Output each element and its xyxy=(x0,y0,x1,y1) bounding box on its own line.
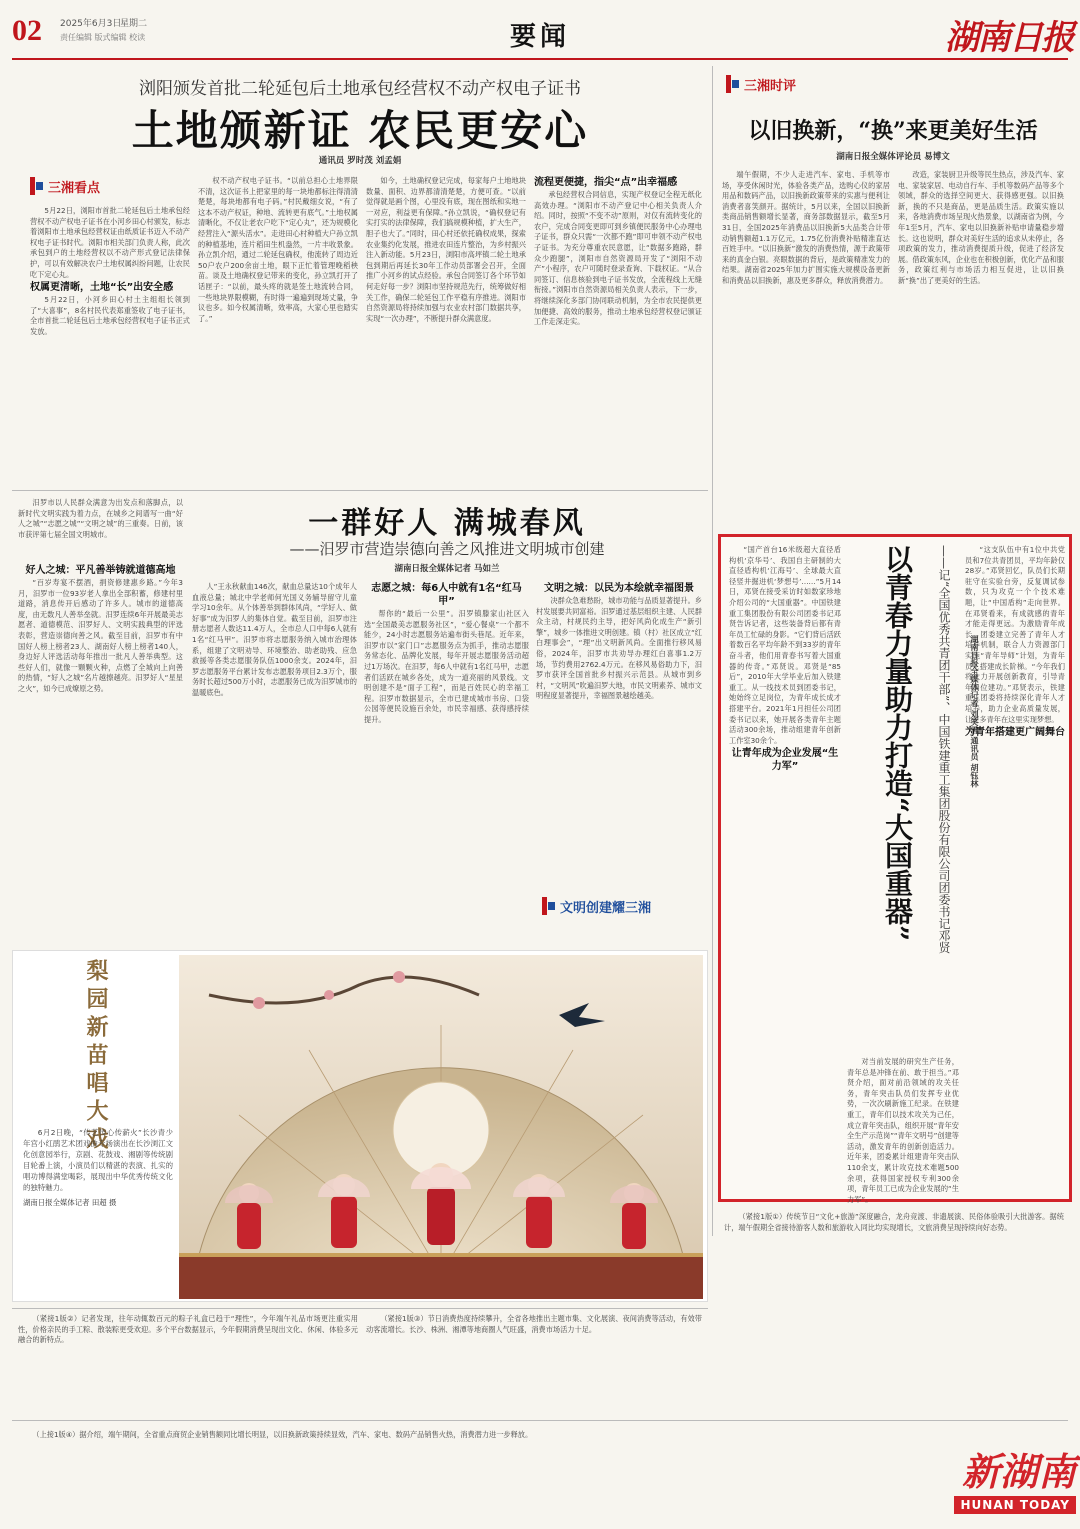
paragraph: （紧接1版③）节日消费热度持续攀升，全省各地推出主题市集、文化展演、夜间消费等活动，有效带动客流增长。长沙、株洲、湘潭等地商圈人气旺盛，消费市场活力十足。 xyxy=(366,1314,702,1334)
article-col-2 xyxy=(198,176,358,476)
stage-floor xyxy=(179,1255,703,1299)
article-col-4 xyxy=(536,582,702,882)
profile-col-2 xyxy=(847,1057,959,1204)
article-headline: 土地颁新证 农民更安心 xyxy=(131,106,589,155)
commentary-headline: 以旧换新，“换”来更美好生活 xyxy=(748,118,1038,144)
tag-label: 文明创建耀三湘 xyxy=(560,900,652,916)
profile-subheading: 让青年成为企业发展“生力军” xyxy=(731,748,839,773)
paragraph: （上接1版④）据介绍，端午期间，全省重点商贸企业销售额同比增长明显，以旧换新政策持续显效，汽车、家电、数码产品销售火热，消费潜力进一步释放。 xyxy=(32,1430,533,1439)
commentary-article xyxy=(718,66,1068,526)
profile-subhead: ——记“全国优秀共青团干部”、中国铁建重工集团股份有限公司团委书记邓贤 xyxy=(937,545,951,954)
tag-civic xyxy=(542,894,651,918)
column-divider xyxy=(712,66,713,1236)
issue-date: 2025年6月3日 xyxy=(60,19,122,29)
article-kicker: 浏阳颁发首批二轮延包后土地承包经营权不动产权电子证书 xyxy=(139,79,581,99)
paragraph: “这支队伍中有1位中共党员和7位共青团员，平均年龄仅28岁。”邓贤回忆，队员们长期驻守在实验台旁，反复调试参数，只为攻克一个个技术难题，让“中国盾构”走向世界。在邓贤看来，有成就感的青年才能走得更远。为激励青年成长，团委建立完善了青年人才培养机制，联合人力资源部门实施“青年导师”计划，为青年员工搭建成长阶梯。“今年我们将大力开展创新教育，引导青年岗位建功。”邓贤表示，铁建重工团委将持续深化青年人才培养，助力企业高质量发展，让更多青年在这里实现梦想。 xyxy=(965,545,1065,724)
photo-title-text: 梨园新苗唱大戏 xyxy=(83,959,109,1155)
photo-caption xyxy=(23,1127,173,1277)
paragraph: 权不动产权电子证书。“以前总担心土地界限不清，这次证书上把家里的每一块地都标注得清清楚楚，每块地都有电子码。”村民戴细女说，“有了这本不动产权证，种地、流转更有底气。”土地权属清晰化，不仅让老农户吃下“定心丸”，还为规模化经营注入“源头活水”。走进田心村种植大户孙立凯的种植基地，连片稻田生机盎然，一片丰收景象。孙立凯介绍，通过二轮延包确权，他流转了周边近50户农户200余亩土地，眼下正忙着管理晚稻秧苗。谈及土地确权登记带来的变化，孙立凯打开了话匣子：“以前，最头疼的就是签土地流转合同，一些地块界限模糊，有时得一遍遍到现场丈量，争议也多。如今权属清晰，效率高，大家心里也踏实了。” xyxy=(198,176,358,323)
article-subheading: 文明之城：以民为本绘就幸福图景 xyxy=(544,583,694,594)
photo-credit: 湖南日报全媒体记者 田超 摄 xyxy=(23,1198,117,1207)
profile-col-1 xyxy=(729,545,841,1195)
paragraph: 决群众急难愁盼，城市功能与品质显著提升。乡村发展要共同富裕。汨罗通过基层组织主建、人民群众主动，村规民约主导，把好风尚化成生产“新引擎”，城乡一体推进文明创建。镇（村）社区成立“红白理事会”，“理”出文明新风尚。全面推行移风易俗，2024年，汨罗市共劝导办理红白喜事1.2万场，节约费用2762.4万元。在移风易俗助力下，汨罗市获评全国首批乡村振兴示范县。从城市到乡村，“文明风”吹遍汨罗大地，市民文明素养、城市文明程度显著提升，幸福图景越绘越美。 xyxy=(536,596,702,701)
paragraph: （紧接1版①）传统节日“文化+旅游”深度融合，龙舟竞渡、非遗展演、民俗体验吸引大批游客。据统计，端午假期全省接待游客人数和旅游收入同比均实现增长，文旅消费呈现持续向好态势。 xyxy=(724,1212,1064,1232)
tag-label: 三湘时评 xyxy=(744,78,797,94)
tag-logo-icon xyxy=(726,75,740,93)
watermark-en: HUNAN TODAY xyxy=(954,1496,1076,1514)
section-divider xyxy=(12,490,708,491)
blossom xyxy=(253,997,265,1009)
commentary-col-1 xyxy=(722,170,890,520)
continuation-4 xyxy=(18,1430,698,1520)
photo-feature xyxy=(12,950,708,1302)
continuation-2 xyxy=(366,1314,702,1414)
header-rule xyxy=(12,58,1068,60)
paragraph: 改造，家装厨卫升级等民生热点，涉及汽车、家电、家装家居、电动自行车、手机等数码产品等多个领域，群众的选择空间更大、获得感更强。以旧换新，换的不只是商品，更是品质生活。政策实施以来，各地消费市场呈现火热景象，以湖南省为例，今年1至5月，汽车、家电以旧换新补贴申请量稳步增长。这也说明，群众对美好生活的追求从未停止，各项政策的发力，推动消费提质升级，促进了经济发展。借政策东风，企业也在积极创新，优化产品和服务，政策红利与市场活力相互促进，让以旧换新“换”出了更美好的生活。 xyxy=(898,170,1064,285)
page-number: 02 xyxy=(12,14,42,47)
paragraph: 如今，土地确权登记完成，每家每户土地地块数量、面积、边界都清清楚楚，方便可查。“以前觉得就是画个图，心里没有底，现在图纸和实地一一对应，利益更有保障。”孙立凯说，“确权登记有实打实的法律保障，我们搞规模种植，扩大生产，胆子也大了。”同时，田心村还依托确权成果，探索农业集约化发展，推进农田连片整治，为乡村振兴注入新动能。5月23日，浏阳市高坪镇二轮土地承包到期后再延长30年工作动员部署会召开，全面推广小河乡的试点经验。承包合同签订各个环节如何走好每一步？浏阳市坚持规范先行，统筹做好相关工作，确保二轮延包工作平稳有序推进。浏阳市自然资源局将持续加强与农业农村部门数据共享，实现“一次办理”，不断提升群众满意度。 xyxy=(366,176,526,323)
opera-photo xyxy=(179,955,703,1299)
tag-sanxiang-shiping xyxy=(726,72,796,96)
tag-label: 三湘看点 xyxy=(48,180,101,196)
article-subheading: 权属更清晰，土地“长”出安全感 xyxy=(30,282,174,294)
article-subheading: 好人之城：平凡善举铸就道德高地 xyxy=(25,565,176,576)
section-title: 要闻 xyxy=(510,22,571,52)
paragraph: 帮你的“最后一公里”。汨罗镇滕家山社区入选“全国最美志愿服务社区”，“爱心餐桌”一个都不能少，24小时志愿服务站遍布街头巷尾。近年来，汨罗市以“家门口”志愿服务点为抓手，推动志愿服务常态化、品牌化发展，每年开展志愿服务活动超过1万场次。在汨罗，每6人中就有1名红马甲，志愿者们活跃在城乡各处，成为一道亮丽的风景线。文明创建不是“面子工程”，而是百姓民心的幸福工程。汨罗市数据显示，全市已建成城市书房、口袋公园等便民设施百余处，市民幸福感、获得感持续提升。 xyxy=(364,609,529,724)
profile-subheading: 为青年搭建更广阔舞台 xyxy=(965,727,1065,739)
watermark xyxy=(900,1450,1076,1526)
article-col-3 xyxy=(364,582,529,942)
paragraph: 6月2日晚，“传艺传心传薪火”长沙青少年宫小红鹃艺术团戏曲专场演出在长沙浏江文化创意园举行，京剧、花鼓戏、湘剧等传统剧目轮番上演，小演员们以精湛的表演、扎实的唱功博得满堂喝彩，展现出中华优秀传统文化的独特魅力。 xyxy=(23,1128,173,1192)
profile-title-block xyxy=(847,545,979,1065)
issue-weekday: 星期二 xyxy=(120,19,148,29)
article-headline: 一群好人 满城春风 xyxy=(308,506,586,541)
paragraph: 5月22日，小河乡田心村土主组组长领到了“大喜事”，8名村民代表郑重签收了电子证书，全市首批二轮延包后土地承包经营权电子证书正式发放。 xyxy=(30,295,190,336)
profile-headline: 以青春力量助力打造“大国重器” xyxy=(881,545,914,942)
commentary-byline: 湖南日报全媒体评论员 易博文 xyxy=(836,152,950,162)
article-subheading: 志愿之城：每6人中就有1名“红马甲” xyxy=(371,583,522,607)
bottom-divider xyxy=(12,1308,708,1309)
commentary-col-2 xyxy=(898,170,1064,520)
article-land-certificate xyxy=(12,66,708,486)
masthead-logo: 湖南日报 xyxy=(945,18,1073,58)
tag-logo-icon xyxy=(542,897,556,915)
paragraph: “国产首台16米级超大直径盾构机‘京华号’、我国自主研制的大直径盾构机‘江海号’、全球最大直径竖井掘进机‘梦想号’……”5月14日，邓贤在接受采访时如数家珍地介绍公司的“大国重器”。中国铁建重工集团股份有限公司团委书记邓贤告诉记者，这些装备背后都有青年员工忙碌的身影。“它们背后活跃着数百名平均年龄不到33岁的青年奋斗者，他们用青春书写着大国重器的传奇。”邓贤说。邓贤是“85后”，2010年大学毕业后加入铁建重工。从一线技术员到团委书记，她始终立足岗位，为青年成长成才搭建平台。2021年1月担任公司团委书记以来，她开展各类青年主题活动300余场，推动组建青年创新工作室30余个。 xyxy=(729,545,841,745)
editor-meta: 责任编辑 版式编辑 校读 xyxy=(60,33,146,42)
article-intro xyxy=(18,498,183,558)
blossom xyxy=(324,990,334,1000)
article-col-3 xyxy=(366,176,526,476)
paragraph: 端午假期，不少人走进汽车、家电、手机等市场，享受休闲时光，体验各类产品，选购心仪的家居用品和数码产品，以旧换新政策带来的实惠与便利让消费者喜笑颜开。据统计，5月以来，全国以旧换新类商品销售额增长显著，商务部数据显示，截至5月31日，全国2025年消费品以旧换新5大品类合计带动销售额超1.1万亿元，1.75亿份消费补贴精准直达百姓手中。“以旧换新”激发的消费热情，源于政策带来的真金白银。亮眼数据的背后，是政策精准发力的结果。湖南省2025年加力扩围实施大规模设备更新和消费品以旧换新，惠及更多群众，释放消费潜力。 xyxy=(722,170,890,285)
paragraph: 5月22日，浏阳市首批二轮延包后土地承包经营权不动产权电子证书在小河乡田心村颁发，标志着浏阳市土地承包经营权证由纸质证书迈入不动产权电子证书时代。浏阳市相关部门负责人称，此次承包到户的土地经营权以不动产形式登记法律保护，可以有效解决农户土地权属纠纷问题，让农民吃下定心丸。 xyxy=(30,206,190,279)
article-col-2 xyxy=(192,582,357,942)
article-byline: 通讯员 罗时茂 刘孟娟 xyxy=(318,156,402,166)
article-subheading: 流程更便捷，指尖“点”出幸福感 xyxy=(534,177,678,188)
article-col-1 xyxy=(18,564,183,942)
stage-edge xyxy=(179,1253,703,1257)
paragraph: 汨罗市以人民群众满意为出发点和落脚点，以新时代文明实践为着力点，在城乡之间谱写一曲“好人之城”“志愿之城”“文明之城”的三重奏。日前，该市获评第七届全国文明城市。 xyxy=(18,498,183,539)
continuation-1 xyxy=(18,1314,358,1414)
profile-article xyxy=(718,534,1072,1202)
paragraph: “百岁寿宴不摆酒，捐资修建惠乡路。”今年3月，汨罗市一位93岁老人拿出全部积蓄，修建村里道路，消息传开后感动了许多人。城市的道德高度，由无数凡人善举垒就。汨罗连续6年开展最美志愿者、道德模范、汨罗好人、文明实践典型的评选表彰，营造崇德向善之风。截至目前，汨罗市有中国好人榜上榜者23人、湖南好人榜上榜者140人，身边好人评选活动每年推出一批凡人善举典型。这些好人们，就像一颗颗火种，点燃了全城向上向善的热情，“好人之城”名片越擦越亮。汨罗好人“星星之火”，如今已成燎原之势。 xyxy=(18,578,183,693)
continuation-3 xyxy=(724,1212,1064,1412)
tag-logo-icon xyxy=(30,177,44,195)
profile-byline: 湖南日报全媒体记者 刘笑雪 通讯员 胡钰林 xyxy=(970,635,979,788)
paragraph: 承包经营权合同信息，实现产权登记全程无纸化高效办理。“浏阳市不动产登记中心相关负责人介绍。同时，按照“不变不动”原则，对仅有流转变化的农户，完成合同变更即可到乡镇便民服务中心办理电子证书，群众只需“一次都不跑”即可申领不动产权电子证书。为充分尊重农民意愿，让“数据多跑路，群众少跑腿”，浏阳市自然资源局开发了“浏阳不动产”小程序，农户可随时登录查询、下载权证。“从合同签订、信息核验到电子证书发放，全流程线上无缝衔接。”浏阳市自然资源局相关负责人表示，下一步，将继续深化多部门协同联动机制，为全市农民提供更加便捷、高效的服务，推动土地承包经营权登记颁证工作走深走实。 xyxy=(534,190,702,327)
article-byline: 湖南日报全媒体记者 马如兰 xyxy=(394,564,500,574)
article-good-people xyxy=(12,494,708,946)
article-col-4 xyxy=(534,176,702,476)
tag-sanxiang-kandian xyxy=(30,174,100,198)
watermark-logo: 新湖南 xyxy=(961,1449,1076,1494)
footer-divider xyxy=(12,1420,1068,1421)
paragraph: （紧接1版②）记者发现，往年动辄数百元的粽子礼盒已趋于“理性”，今年端午礼品市场更注重实用性，价格亲民的手工粽、散装粽更受欢迎。多个平台数据显示，今年假期消费呈现出文化、休闲、体验多元融合的新特点。 xyxy=(18,1314,358,1345)
paragraph: 人”王永秋献血146次，献血总量达10个成年人血液总量；城北中学老师何光国义务辅导留守儿童学习10余年。从个体善举到群体风尚，“学好人、做好事”成为汨罗人的集体自觉。截至目前，汨罗市注册志愿者人数达11.4万人，全市总人口中每6人就有1名“红马甲”。汨罗市将志愿服务纳入城市治理体系，组建了文明劝导、环境整治、助老助残、应急救援等各类志愿服务队伍1000余支。2024年，汨罗志愿服务平台累计发布志愿服务项目2.3万个，服务时长超过500万小时，志愿服务已成为汨罗城市的温暖底色。 xyxy=(192,582,357,697)
blossom xyxy=(393,971,405,983)
paragraph: 对当前发展的研究生产任务，青年总是冲锋在前、敢于担当。”邓贤介绍，面对前沿领域的攻关任务，青年突击队员们发挥专业优势，一次次刷新施工纪录。在铁建重工，青年们以技术攻关为己任，成立青年突击队，组织开展“青年安全生产示范岗”“青年文明号”创建等活动，激发青年的创新创造活力。近年来，团委累计组建青年突击队110余支，累计攻克技术难题500余项，获得国家授权专利300余项，青年员工已成为企业发展的“生力军”。 xyxy=(847,1057,959,1204)
article-subhead: ——汨罗市营造崇德向善之风推进文明城市创建 xyxy=(289,540,605,558)
photo-title xyxy=(81,959,112,1155)
page-header xyxy=(0,0,1080,62)
profile-col-3 xyxy=(965,545,1065,1195)
article-col-1 xyxy=(30,206,190,476)
